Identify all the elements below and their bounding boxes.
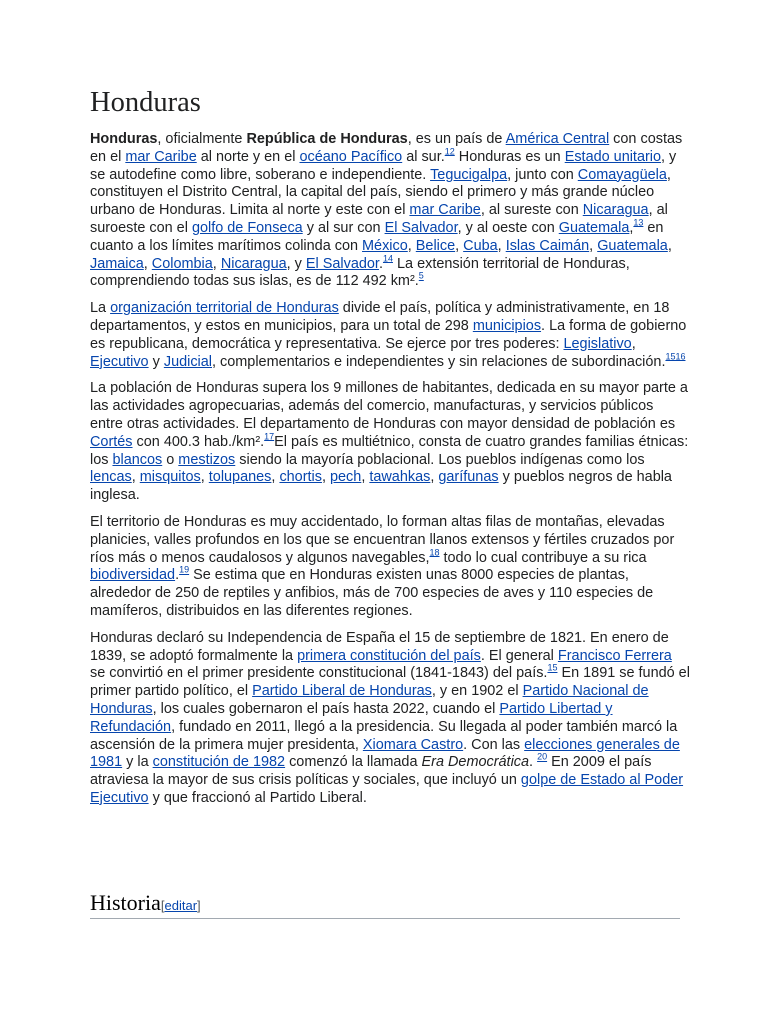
text-run: se convirtió en el primer presidente constitucional (1841-1843) del país. bbox=[90, 665, 548, 682]
reference-link[interactable]: 15 bbox=[547, 662, 558, 673]
paragraph-3 bbox=[90, 380, 690, 505]
edit-section-bracket-close: ] bbox=[197, 898, 201, 913]
reference-link[interactable]: 14 bbox=[382, 252, 393, 263]
text-run: , bbox=[430, 469, 439, 486]
text-run: . El general bbox=[480, 647, 558, 664]
article-link[interactable]: Partido Liberal de Honduras bbox=[252, 683, 432, 700]
reference-link[interactable]: 19 bbox=[179, 564, 190, 575]
reference-sup bbox=[537, 752, 547, 762]
text-run: , al suroeste con el bbox=[90, 202, 668, 236]
article-link[interactable]: Ejecutivo bbox=[90, 353, 149, 370]
bold-text: República de Honduras bbox=[246, 131, 408, 147]
text-run: La población de Honduras supera los 9 millones de habitantes, dedicada en su mayor parte a las actividades agropecuarias, además del comercio, manufacturas, y servicios públicos entre otras actividades. El departamento de Honduras con mayor densidad de población es bbox=[90, 380, 688, 432]
text-run: todo lo cual contribuye a su rica bbox=[439, 549, 647, 566]
text-run: , y bbox=[286, 255, 306, 272]
text-run: Se estima que en Honduras existen unas 8000 especies de plantas, alrededor de 250 de reptiles y anfibios, más de 700 especies de aves y 110 especies de mamíferos, distribuidos en las diferentes regiones. bbox=[90, 567, 654, 619]
article-link[interactable]: Guatemala bbox=[558, 219, 630, 236]
text-run: siendo la mayoría poblacional. Los pueblos indígenas como los bbox=[235, 451, 645, 468]
text-run: , junto con bbox=[507, 166, 578, 183]
article-link[interactable]: tawahkas bbox=[369, 469, 431, 486]
text-run: Honduras declaró su Independencia de España el 15 de septiembre de 1821. En enero de 1839, se adoptó formalmente la bbox=[90, 629, 669, 664]
article-link[interactable]: Guatemala bbox=[597, 237, 668, 254]
paragraph-1 bbox=[90, 131, 690, 291]
text-run: , los cuales gobernaron el país hasta 2022, cuando el bbox=[152, 700, 500, 717]
article-link[interactable]: Judicial bbox=[163, 353, 212, 370]
article-link[interactable]: pech bbox=[330, 469, 362, 486]
text-run: , bbox=[143, 255, 152, 272]
article-link[interactable]: mar Caribe bbox=[409, 202, 481, 219]
text-run: con 400.3 hab./km². bbox=[132, 433, 265, 450]
text-run: En 1891 se fundó el primer partido político, el bbox=[90, 665, 690, 700]
article-link[interactable]: Islas Caimán bbox=[505, 237, 590, 254]
article-link[interactable]: elecciones generales de 1981 bbox=[90, 736, 680, 771]
text-run: y pueblos negros de habla inglesa. bbox=[90, 469, 672, 504]
text-run: divide el país, política y administrativamente, en 18 departamentos, y estos en municipios, para un total de 298 bbox=[90, 300, 670, 334]
reference-sup bbox=[383, 253, 393, 263]
text-run: . Con las bbox=[463, 736, 525, 753]
paragraph-2 bbox=[90, 300, 690, 371]
article-link[interactable]: golfo de Fonseca bbox=[191, 219, 303, 236]
article-link[interactable]: Cortés bbox=[90, 433, 133, 450]
article-link[interactable]: Belice bbox=[415, 237, 456, 254]
article-link[interactable]: biodiversidad bbox=[90, 567, 176, 584]
text-run: , bbox=[667, 237, 672, 254]
text-run: y la bbox=[122, 754, 153, 771]
text-run: , bbox=[631, 335, 636, 352]
text-run: , bbox=[131, 469, 140, 486]
article-body bbox=[90, 131, 690, 817]
page-title: Honduras bbox=[90, 87, 201, 118]
article-link[interactable]: misquitos bbox=[139, 469, 201, 486]
article-link[interactable]: Tegucigalpa bbox=[430, 166, 508, 183]
article-link[interactable]: Partido Libertad y Refundación bbox=[90, 700, 613, 735]
reference-sup bbox=[547, 663, 557, 673]
text-run: En 2009 el país atraviesa la mayor de sus crisis políticas y sociales, que incluyó un bbox=[90, 754, 652, 789]
reference-link[interactable]: 13 bbox=[633, 217, 644, 228]
text-run: , bbox=[629, 219, 634, 236]
article-link[interactable]: constitución de 1982 bbox=[152, 754, 286, 771]
article-link[interactable]: mestizos bbox=[178, 451, 236, 468]
text-run: , bbox=[407, 237, 416, 254]
reference-sup bbox=[264, 431, 274, 441]
article-link[interactable]: Francisco Ferrera bbox=[557, 647, 672, 664]
article-link[interactable]: Colombia bbox=[151, 255, 213, 272]
text-run: El país es multiétnico, consta de cuatro grandes familias étnicas: los bbox=[90, 433, 689, 468]
text-run: . bbox=[529, 754, 538, 771]
reference-sup bbox=[179, 565, 189, 575]
reference-sup bbox=[665, 351, 685, 361]
text-run: , complementarios e independientes y sin relaciones de subordinación. bbox=[212, 353, 666, 370]
article-link[interactable]: Jamaica bbox=[90, 255, 144, 272]
text-run: La bbox=[90, 300, 111, 317]
text-run: , y se autodefine como libre, soberano e independiente. bbox=[90, 148, 677, 183]
edit-section-bracket-open: [ bbox=[160, 898, 165, 913]
article-link[interactable]: lencas bbox=[90, 469, 132, 486]
text-run: , bbox=[212, 255, 221, 272]
article-link[interactable]: Estado unitario bbox=[564, 148, 662, 165]
article-link[interactable]: blancos bbox=[112, 451, 163, 468]
paragraph-5 bbox=[90, 630, 690, 808]
reference-link[interactable]: 18 bbox=[429, 546, 440, 557]
article-link[interactable]: América Central bbox=[505, 131, 610, 147]
article-link[interactable]: organización territorial de Honduras bbox=[110, 300, 339, 317]
text-run: . La forma de gobierno es republicana, democrática y representativa. Se ejerce por tres poderes: bbox=[90, 317, 687, 352]
text-run: con costas en el bbox=[90, 131, 683, 165]
article-link[interactable]: Comayagüela bbox=[577, 166, 667, 183]
text-run: , bbox=[271, 469, 280, 486]
italic-text: Era Democrática bbox=[421, 754, 530, 771]
reference-link[interactable]: 1516 bbox=[665, 350, 686, 361]
section-header-historia bbox=[90, 890, 680, 919]
article-link[interactable]: Cuba bbox=[463, 237, 498, 254]
reference-sup bbox=[633, 217, 643, 227]
text-run: en cuanto a los límites marítimos colinda con bbox=[90, 219, 664, 254]
text-run: al norte y en el bbox=[196, 148, 300, 165]
article-link[interactable]: México bbox=[362, 237, 408, 254]
section-heading bbox=[90, 890, 680, 916]
reference-sup bbox=[429, 547, 439, 557]
reference-link[interactable]: 12 bbox=[444, 146, 455, 157]
text-run: Honduras es un bbox=[454, 148, 565, 165]
article-link[interactable]: garífunas bbox=[438, 469, 499, 486]
reference-link[interactable]: 17 bbox=[264, 431, 275, 441]
article-link[interactable]: mar Caribe bbox=[125, 148, 197, 165]
text-run: y bbox=[148, 353, 164, 370]
text-run: , y al oeste con bbox=[457, 219, 559, 236]
text-run: , oficialmente bbox=[157, 131, 247, 147]
text-run: , fundado en 2011, llegó a la presidencia. Su llegada al poder también marcó la ascensión de la primera mujer presidenta, bbox=[90, 718, 678, 753]
article-link[interactable]: Nicaragua bbox=[220, 255, 287, 272]
article-link[interactable]: Partido Nacional de Honduras bbox=[90, 683, 649, 717]
article-link[interactable]: El Salvador bbox=[384, 219, 458, 236]
text-run: , bbox=[589, 237, 598, 254]
reference-sup bbox=[445, 146, 455, 156]
section-heading-text: Historia bbox=[90, 890, 161, 915]
text-run: , bbox=[455, 237, 464, 254]
paragraph-4 bbox=[90, 514, 690, 621]
text-run: , al sureste con bbox=[480, 202, 583, 219]
text-run: , bbox=[200, 469, 209, 486]
article-link[interactable]: primera constitución del país bbox=[297, 647, 481, 664]
article-link[interactable]: golpe de Estado al Poder Ejecutivo bbox=[90, 772, 684, 806]
bold-text: Honduras bbox=[90, 131, 158, 147]
article-link[interactable]: océano Pacífico bbox=[299, 148, 403, 165]
article-link[interactable]: El Salvador bbox=[305, 255, 379, 272]
text-run: y que fraccionó al Partido Liberal. bbox=[148, 789, 367, 806]
text-run: comenzó la llamada bbox=[285, 754, 422, 771]
article-link[interactable]: tolupanes bbox=[208, 469, 272, 486]
text-run: , bbox=[497, 237, 506, 254]
text-run: al sur. bbox=[402, 148, 445, 165]
text-run: La extensión territorial de Honduras, comprendiendo todas sus islas, es de 112 492 km². bbox=[90, 255, 630, 290]
text-run: . bbox=[175, 567, 180, 584]
text-run: , es un país de bbox=[407, 131, 506, 147]
text-run: , bbox=[361, 469, 370, 486]
text-run: o bbox=[162, 451, 179, 468]
text-run: El territorio de Honduras es muy accidentado, lo forman altas filas de montañas, elevadas planicies, valles profundos en los que se encuentran llanos extensos y fértiles cruzados por ríos más o menos caudalosos y algunos navegables, bbox=[90, 513, 675, 566]
article-link[interactable]: Xiomara Castro bbox=[362, 736, 464, 753]
reference-sup bbox=[419, 271, 424, 281]
edit-section-link[interactable]: editar bbox=[164, 898, 198, 913]
text-run: , constituyen el Distrito Central, la capital del país, siendo el primero y más grande núcleo urbano de Honduras. Limita al norte y este con el bbox=[90, 166, 671, 219]
article-link[interactable]: Nicaragua bbox=[582, 202, 649, 219]
reference-link[interactable]: 5 bbox=[418, 270, 424, 281]
reference-link[interactable]: 20 bbox=[537, 751, 548, 762]
text-run: , y en 1902 el bbox=[431, 683, 523, 700]
article-link[interactable]: chortis bbox=[279, 469, 322, 486]
text-run: , bbox=[321, 469, 330, 486]
text-run: y al sur con bbox=[302, 219, 385, 236]
text-run: . bbox=[378, 255, 383, 272]
article-link[interactable]: Legislativo bbox=[563, 335, 632, 352]
article-link[interactable]: municipios bbox=[472, 317, 542, 334]
